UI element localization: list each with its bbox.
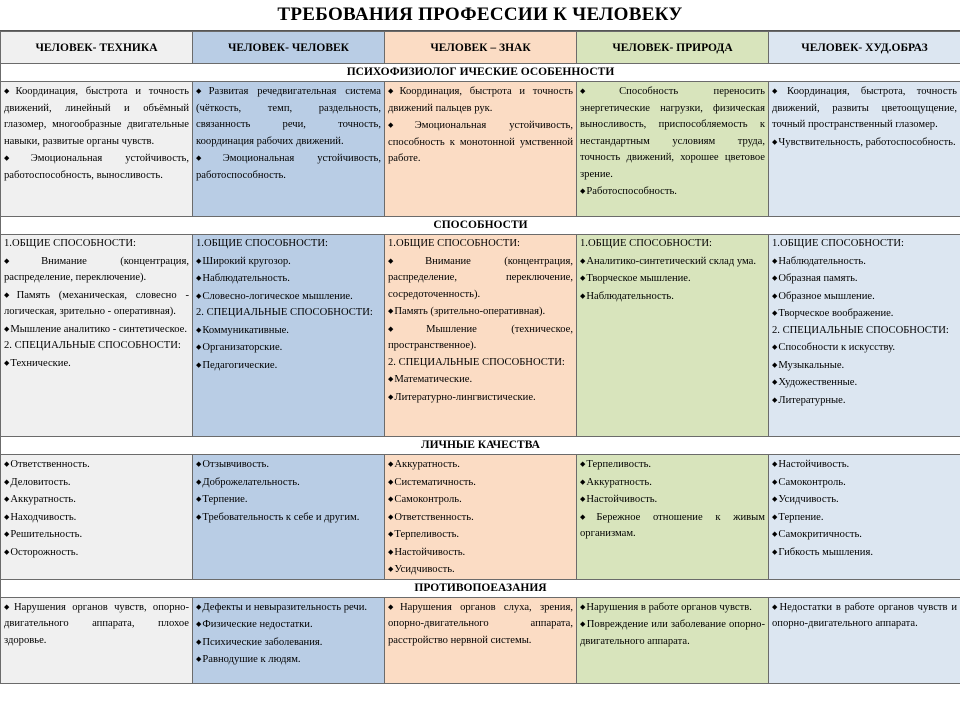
- section-header-row: [1, 437, 960, 455]
- section-title: СПОСОБНОСТИ: [1, 217, 960, 235]
- section-title: ПСИХОФИЗИОЛОГ ИЧЕСКИЕ ОСОБЕННОСТИ: [1, 64, 960, 82]
- list-item: ◆ Технические.: [4, 355, 189, 373]
- list-item: ◆ Координация, быстрота и точность движений пальцев рук.: [388, 83, 573, 117]
- list-item: ◆ Организаторские.: [196, 339, 381, 357]
- cell-human: [193, 82, 385, 217]
- list-item: ◆ Широкий кругозор.: [196, 253, 381, 271]
- list-item: ◆ Требовательность к себе и другим.: [196, 509, 381, 527]
- list-item: ◆ Музыкальные.: [772, 357, 957, 375]
- cell-art: [769, 235, 960, 437]
- list-item: ◆ Психические заболевания.: [196, 634, 381, 652]
- list-item: ◆ Способности к искусству.: [772, 339, 957, 357]
- list-item: ◆ Осторожность.: [4, 544, 189, 562]
- list-item: ◆ Самокритичность.: [772, 526, 957, 544]
- column-header-human: ЧЕЛОВЕК- ЧЕЛОВЕК: [193, 32, 385, 64]
- list-item: ◆ Самоконтроль.: [772, 474, 957, 492]
- list-item: ◆ Координация, быстрота, точность движений, развиты цветоощущение, точный пространственный глазомер.: [772, 83, 957, 134]
- column-header-sign: ЧЕЛОВЕК – ЗНАК: [385, 32, 577, 64]
- section-header-row: [1, 579, 960, 597]
- list-item: ◆ Наблюдательность.: [580, 288, 765, 306]
- subheading: 1.ОБЩИЕ СПОСОБНОСТИ:: [4, 238, 136, 249]
- subheading: 1.ОБЩИЕ СПОСОБНОСТИ:: [580, 238, 712, 249]
- list-item: ◆ Дефекты и невыразительность речи.: [196, 599, 381, 617]
- list-item: ◆ Настойчивость.: [388, 544, 573, 562]
- list-item: ◆ Эмоциональная устойчивость, работоспособность, выносливость.: [4, 150, 189, 184]
- list-item: ◆ Литературно-лингвистические.: [388, 389, 573, 407]
- cell-art: [769, 82, 960, 217]
- list-item: ◆ Художественные.: [772, 374, 957, 392]
- cell-nature: [577, 235, 769, 437]
- list-item: ◆ Гибкость мышления.: [772, 544, 957, 562]
- column-header-tech: ЧЕЛОВЕК- ТЕХНИКА: [1, 32, 193, 64]
- list-item: ◆ Терпение.: [196, 491, 381, 509]
- list-item: ◆ Усидчивость.: [772, 491, 957, 509]
- list-item: ◆ Ответственность.: [4, 456, 189, 474]
- list-item: ◆ Терпеливость.: [388, 526, 573, 544]
- section-content-row: [1, 455, 960, 580]
- list-item: ◆ Настойчивость.: [772, 456, 957, 474]
- section-header-row: [1, 217, 960, 235]
- cell-tech: [1, 82, 193, 217]
- subheading: 2. СПЕЦИАЛЬНЫЕ СПОСОБНОСТИ:: [388, 356, 565, 368]
- list-item: ◆ Аккуратность.: [388, 456, 573, 474]
- list-item: ◆ Находчивость.: [4, 509, 189, 527]
- list-item: ◆ Литературные.: [772, 392, 957, 410]
- list-item: ◆ Бережное отношение к живым организмам.: [580, 509, 765, 543]
- subheading: 2. СПЕЦИАЛЬНЫЕ СПОСОБНОСТИ:: [196, 307, 373, 318]
- list-item: ◆ Творческое воображение.: [772, 305, 957, 323]
- list-item: ◆ Образная память.: [772, 270, 957, 288]
- list-item: ◆ Наблюдательность.: [196, 270, 381, 288]
- column-header-nature: ЧЕЛОВЕК- ПРИРОДА: [577, 32, 769, 64]
- list-item: ◆ Коммуникативные.: [196, 322, 381, 340]
- subheading: 2. СПЕЦИАЛЬНЫЕ СПОСОБНОСТИ:: [4, 340, 181, 351]
- cell-human: [193, 597, 385, 683]
- list-item: ◆ Решительность.: [4, 526, 189, 544]
- requirements-table: [0, 31, 960, 684]
- list-item: ◆ Память (зрительно-оперативная).: [388, 303, 573, 321]
- list-item: ◆ Чувствительность, работоспособность.: [772, 134, 957, 152]
- section-header-row: [1, 64, 960, 82]
- subheading: 1.ОБЩИЕ СПОСОБНОСТИ:: [196, 238, 328, 249]
- list-item: ◆ Аналитико-синтетический склад ума.: [580, 253, 765, 271]
- cell-art: [769, 455, 960, 580]
- list-item: ◆ Внимание (концентрация, распределение, переключение, сосредоточенность).: [388, 253, 573, 304]
- list-item: ◆ Творческое мышление.: [580, 270, 765, 288]
- list-item: ◆ Мышление аналитико - синтетическое.: [4, 321, 189, 339]
- subheading: 2. СПЕЦИАЛЬНЫЕ СПОСОБНОСТИ:: [772, 324, 949, 336]
- cell-tech: [1, 597, 193, 683]
- column-header-art: ЧЕЛОВЕК- ХУД.ОБРАЗ: [769, 32, 960, 64]
- list-item: ◆ Образное мышление.: [772, 288, 957, 306]
- list-item: ◆ Педагогические.: [196, 357, 381, 375]
- section-content-row: [1, 82, 960, 217]
- column-header-row: [1, 32, 960, 64]
- list-item: ◆ Физические недостатки.: [196, 616, 381, 634]
- cell-tech: [1, 235, 193, 437]
- list-item: ◆ Наблюдательность.: [772, 253, 957, 271]
- cell-sign: [385, 597, 577, 683]
- cell-sign: [385, 455, 577, 580]
- section-title: ПРОТИВОПОЕАЗАНИЯ: [1, 579, 960, 597]
- list-item: ◆ Терпеливость.: [580, 456, 765, 474]
- list-item: ◆ Повреждение или заболевание опорно-двигательного аппарата.: [580, 616, 765, 650]
- page-title: ТРЕБОВАНИЯ ПРОФЕССИИ К ЧЕЛОВЕКУ: [0, 0, 960, 31]
- list-item: ◆ Недостатки в работе органов чувств и опорно-двигательного аппарата.: [772, 599, 957, 633]
- list-item: ◆ Способность переносить энергетические нагрузки, физическая выносливость, приспособляемость к нестандартным условиям труда, точность движений, хорошее цветовое зрение.: [580, 83, 765, 183]
- list-item: ◆ Математические.: [388, 371, 573, 389]
- cell-sign: [385, 235, 577, 437]
- list-item: ◆ Внимание (концентрация, распределение, переключение).: [4, 253, 189, 287]
- list-item: ◆ Деловитость.: [4, 474, 189, 492]
- list-item: ◆ Развитая речедвигательная система (чёткость, темп, раздельность, связанность речи, точность, координация рабочих движений.: [196, 83, 381, 150]
- section-title: ЛИЧНЫЕ КАЧЕСТВА: [1, 437, 960, 455]
- cell-human: [193, 455, 385, 580]
- list-item: ◆ Равнодушие к людям.: [196, 651, 381, 669]
- cell-human: [193, 235, 385, 437]
- list-item: ◆ Систематичность.: [388, 474, 573, 492]
- list-item: ◆ Работоспособность.: [580, 183, 765, 201]
- list-item: ◆ Нарушения органов чувств, опорно-двигательного аппарата, плохое здоровье.: [4, 599, 189, 650]
- list-item: ◆ Память (механическая, словесно - логическая, зрительно - оперативная).: [4, 287, 189, 321]
- cell-art: [769, 597, 960, 683]
- cell-sign: [385, 82, 577, 217]
- cell-tech: [1, 455, 193, 580]
- list-item: ◆ Словесно-логическое мышление.: [196, 288, 381, 306]
- list-item: ◆ Аккуратность.: [580, 474, 765, 492]
- list-item: ◆ Координация, быстрота и точность движений, линейный и объёмный глазомер, многообразные двигательные навыки, развитые органы чувств.: [4, 83, 189, 150]
- cell-nature: [577, 82, 769, 217]
- list-item: ◆ Доброжелательность.: [196, 474, 381, 492]
- list-item: ◆ Мышление (техническое, пространственное).: [388, 321, 573, 355]
- subheading: 1.ОБЩИЕ СПОСОБНОСТИ:: [388, 238, 520, 249]
- list-item: ◆ Нарушения органов слуха, зрения, опорно-двигательного аппарата, расстройство нервной системы.: [388, 599, 573, 650]
- section-content-row: [1, 597, 960, 683]
- list-item: ◆ Самоконтроль.: [388, 491, 573, 509]
- subheading: 1.ОБЩИЕ СПОСОБНОСТИ:: [772, 238, 904, 249]
- section-content-row: [1, 235, 960, 437]
- list-item: ◆ Нарушения в работе органов чувств.: [580, 599, 765, 617]
- list-item: ◆ Эмоциональная устойчивость, работоспособность.: [196, 150, 381, 184]
- list-item: ◆ Терпение.: [772, 509, 957, 527]
- cell-nature: [577, 455, 769, 580]
- cell-nature: [577, 597, 769, 683]
- list-item: ◆ Ответственность.: [388, 509, 573, 527]
- list-item: ◆ Усидчивость.: [388, 561, 573, 579]
- list-item: ◆ Аккуратность.: [4, 491, 189, 509]
- list-item: ◆ Настойчивость.: [580, 491, 765, 509]
- list-item: ◆ Отзывчивость.: [196, 456, 381, 474]
- list-item: ◆ Эмоциональная устойчивость, способность к монотонной умственной работе.: [388, 117, 573, 168]
